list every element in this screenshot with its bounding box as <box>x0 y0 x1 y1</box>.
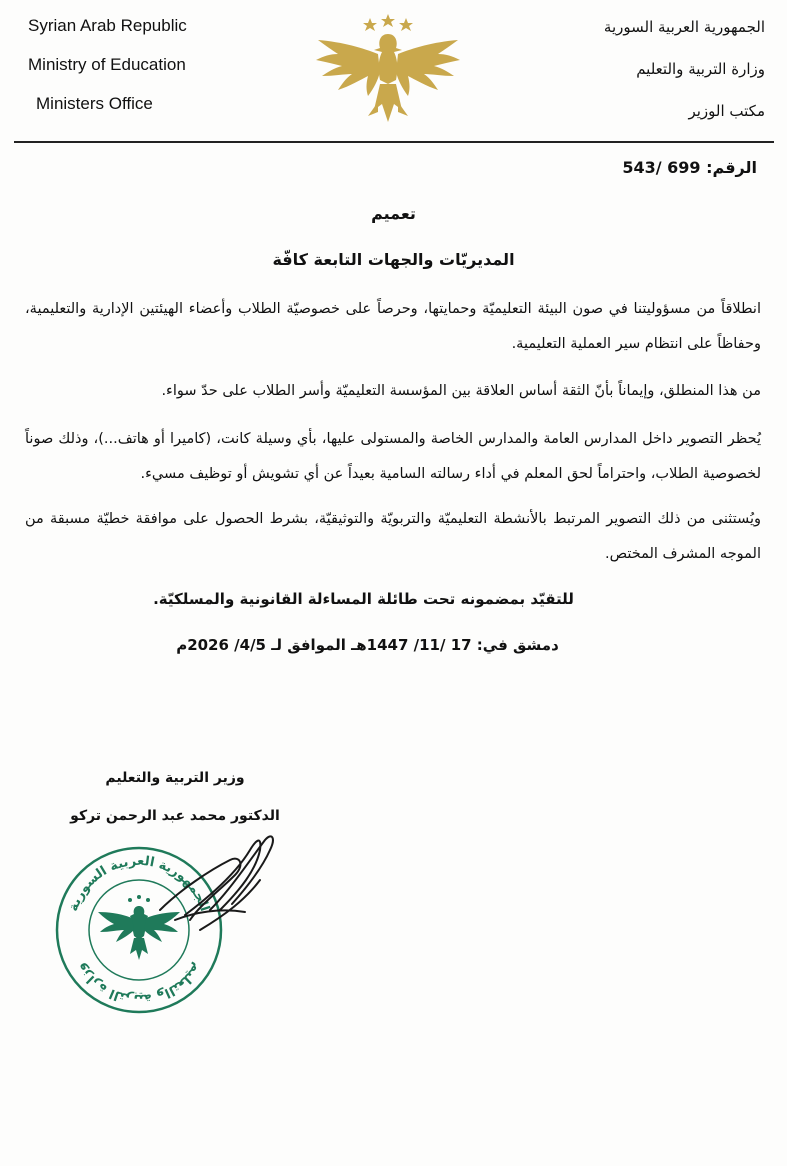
golden-eagle-icon <box>308 10 468 130</box>
paragraph-3: يُحظر التصوير داخل المدارس العامة والمدارس الخاصة والمستولى عليها، بأي وسيلة كانت، (كاميرا أو هاتف...)، وذلك صوناً لخصوصية الطلاب، واحتراماً لحق المعلم في أداء رسالته السامية بعيداً عن أي تشويش أو توظيف مسيء. <box>25 431 761 482</box>
header-divider <box>14 141 774 143</box>
header-en-ministry: Ministry of Education <box>28 55 186 74</box>
signature-name: الدكتور محمد عبد الرحمن تركو <box>70 808 280 824</box>
header-ar-ministry: وزارة التربية والتعليم <box>636 60 765 78</box>
header-en-country: Syrian Arab Republic <box>28 16 187 35</box>
handwritten-signature <box>150 820 290 950</box>
header-ar-office: مكتب الوزير <box>688 102 765 120</box>
stamp-text-bottom: وزارة التربية والتعليم <box>73 960 205 1007</box>
paragraph-2: من هذا المنطلق، وإيماناً بأنّ الثقة أساس العلاقة بين المؤسسة التعليميّة وأسر الطلاب على حدّ سواء. <box>161 383 761 399</box>
closing-line: للتقيّد بمضمونه تحت طائلة المساءلة القانونية والمسلكيّة. <box>153 590 574 608</box>
paragraph-4: ويُستثنى من ذلك التصوير المرتبط بالأنشطة التعليميّة والتربويّة والتوثيقيّة، بشرط الحصول على موافقة خطيّة مسبقة من الموجه المشرف المختص. <box>25 511 761 562</box>
header-en-office: Ministers Office <box>36 94 153 113</box>
reference-number: الرقم: 699 /543 <box>622 158 757 177</box>
paragraph-1: انطلاقاً من مسؤوليتنا في صون البيئة التعليميّة وحمايتها، وحرصاً على خصوصيّة الطلاب وأعضاء الهيئتين الإدارية والتعليمية، وحفاظاً على انتظام سير العملية التعليمية. <box>25 301 761 352</box>
stamp-text-top: الجمهورية العربية السورية <box>66 853 212 914</box>
signature-title: وزير التربية والتعليم <box>105 770 245 786</box>
document-title: تعميم <box>371 204 416 223</box>
date-line: دمشق في: 17 /11/ 1447هـ الموافق لـ 4/5/ 2026م <box>176 636 559 654</box>
header-ar-country: الجمهورية العربية السورية <box>603 18 765 36</box>
addressee: المديريّات والجهات التابعة كافّة <box>272 250 515 269</box>
